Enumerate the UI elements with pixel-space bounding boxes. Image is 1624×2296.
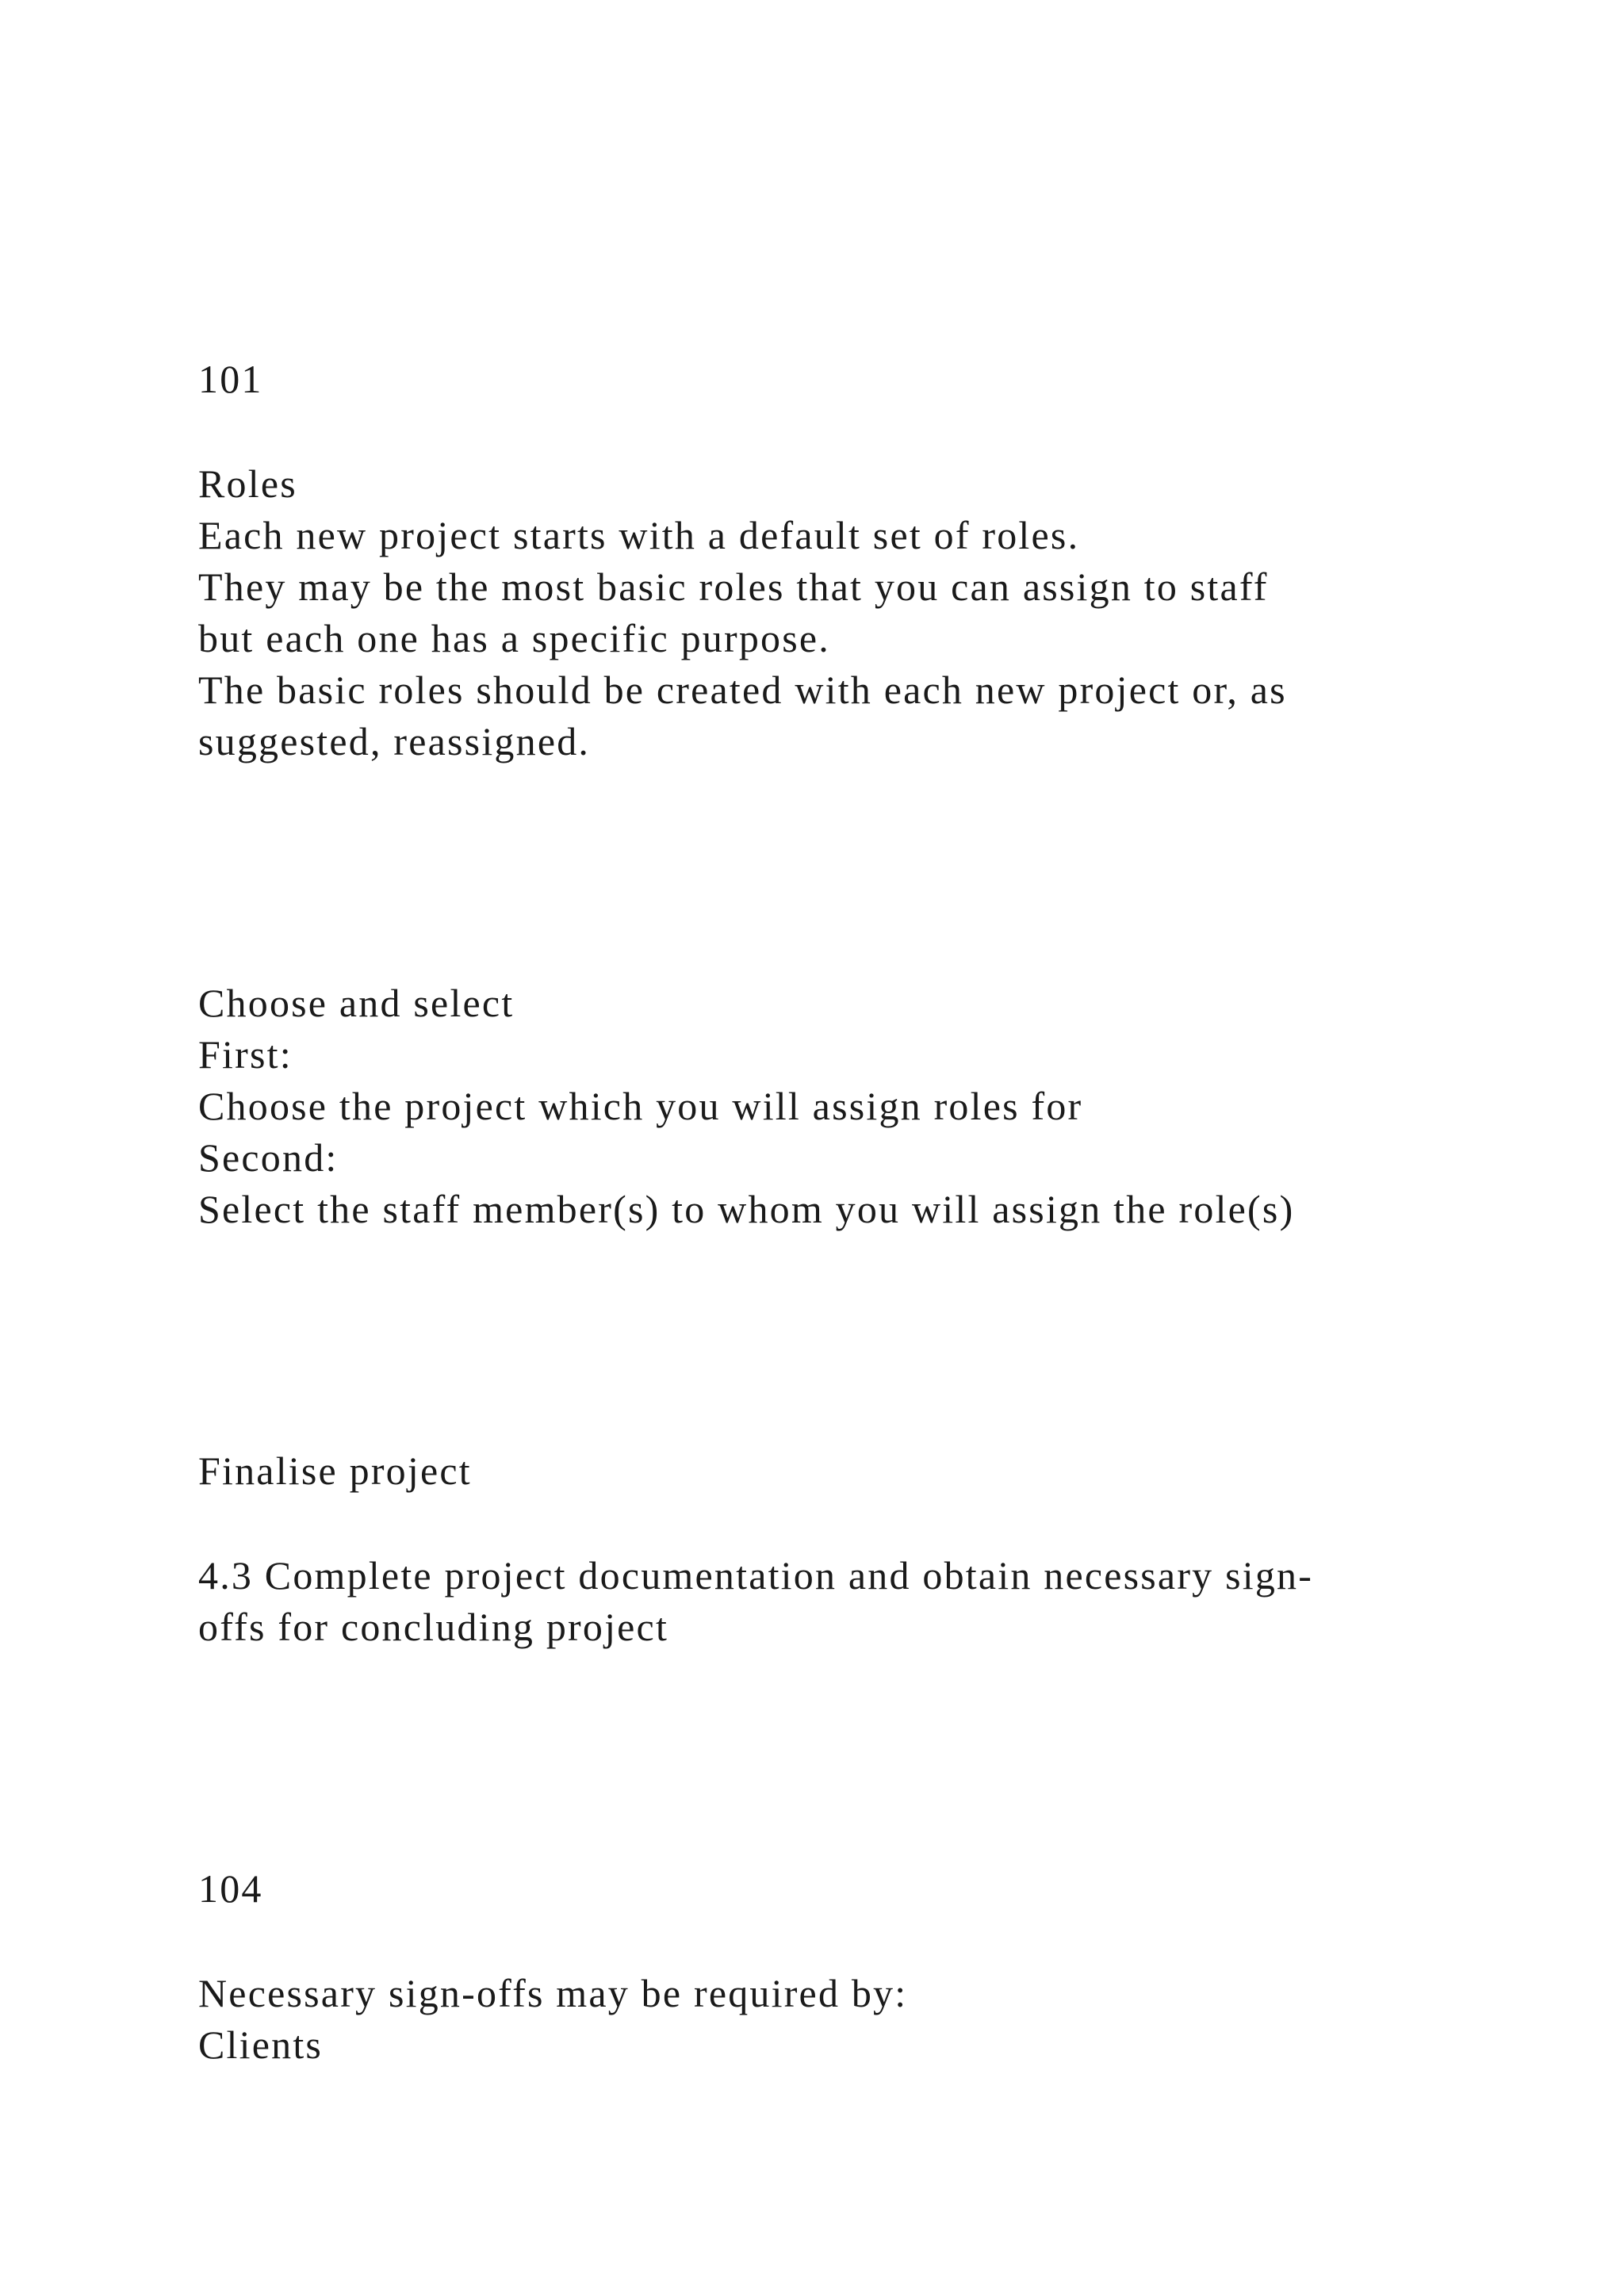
step-second-label: Second: <box>198 1135 339 1180</box>
page-number: 104 <box>198 1866 263 1911</box>
roles-paragraph-line-4: The basic roles should be created with each new project or, as <box>198 668 1287 712</box>
roles-paragraph-line-5: suggested, reassigned. <box>198 719 591 763</box>
step-first-text: Choose the project which you will assign roles for <box>198 1084 1083 1128</box>
signoffs-intro: Necessary sign-offs may be required by: <box>198 1971 908 2015</box>
page-number: 101 <box>198 357 263 401</box>
roles-paragraph-line-3: but each one has a specific purpose. <box>198 616 830 660</box>
step-first-label: First: <box>198 1032 293 1077</box>
step-second-text: Select the staff member(s) to whom you will assign the role(s) <box>198 1187 1295 1231</box>
roles-paragraph-line-2: They may be the most basic roles that you can assign to staff <box>198 564 1269 609</box>
roles-heading: Roles <box>198 461 297 506</box>
section-4-3-line-2: offs for concluding project <box>198 1605 669 1649</box>
finalise-heading: Finalise project <box>198 1448 472 1493</box>
signoffs-item-clients: Clients <box>198 2022 324 2067</box>
section-4-3-line-1: 4.3 Complete project documentation and obtain necessary sign- <box>198 1553 1314 1598</box>
choose-select-heading: Choose and select <box>198 981 515 1025</box>
roles-paragraph-line-1: Each new project starts with a default set of roles. <box>198 513 1080 557</box>
